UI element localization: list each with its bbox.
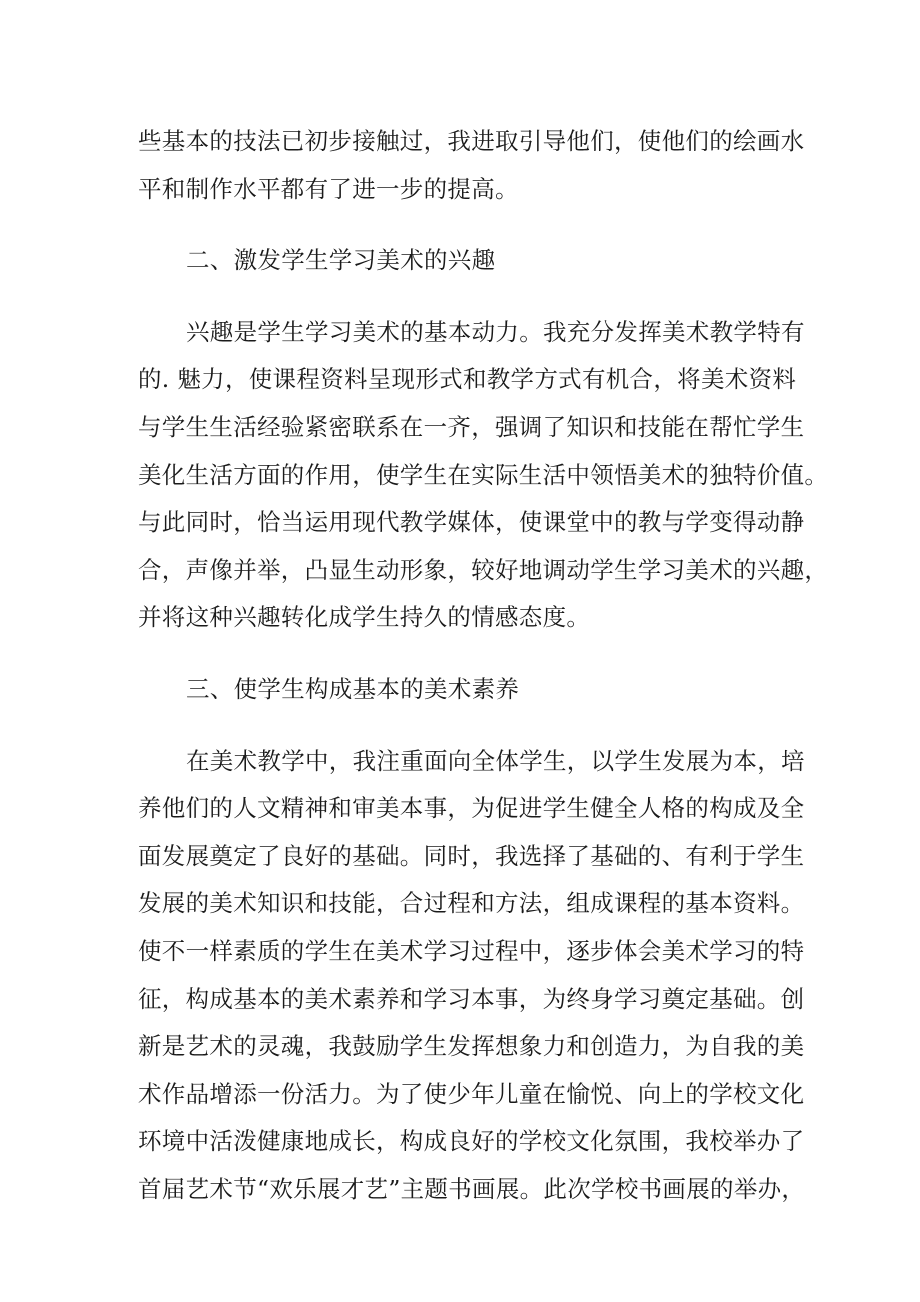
paragraph-gap (138, 642, 798, 666)
text-line: 美化生活方面的作用，使学生在实际生活中领悟美术的独特价值。 (138, 460, 829, 489)
text-line: 使不一样素质的学生在美术学习过程中，逐步体会美术学习的特 (138, 936, 805, 965)
paragraph-literacy (138, 738, 806, 1214)
section-heading-2 (138, 237, 798, 285)
text-line: 的. 魅力，使课程资料呈现形式和教学方式有机合，将美术资料 (138, 365, 797, 394)
text-line: 新是艺术的灵魂，我鼓励学生发挥想象力和创造力，为自我的美 (138, 1032, 805, 1061)
heading-line: 三、使学生构成基本的美术素养 (186, 674, 520, 703)
paragraph-gap (138, 285, 798, 309)
text-line: 养他们的人文精神和审美本事，为促进学生健全人格的构成及全 (138, 794, 805, 823)
document-body (138, 118, 829, 1213)
text-line: 面发展奠定了良好的基础。同时，我选择了基础的、有利于学生 (138, 841, 805, 870)
text-line: 并将这种兴趣转化成学生持久的情感态度。 (138, 603, 591, 632)
text-line: 发展的美术知识和技能，合过程和方法，组成课程的基本资料。 (138, 889, 805, 918)
text-line: 首届艺术节“欢乐展才艺”主题书画展。此次学校书画展的举办， (138, 1174, 806, 1203)
text-line: 征，构成基本的美术素养和学习本事，为终身学习奠定基础。创 (138, 984, 805, 1013)
text-line: 术作品增添一份活力。为了使少年儿童在愉悦、向上的学校文化 (138, 1079, 805, 1108)
paragraph-interest (138, 309, 829, 642)
heading-line: 二、激发学生学习美术的兴趣 (186, 246, 496, 275)
text-line: 在美术教学中，我注重面向全体学生，以学生发展为本，培 (186, 746, 805, 775)
text-line: 些基本的技法已初步接触过，我进取引导他们，使他们的绘画水 (138, 127, 805, 155)
text-line: 合，声像并举，凸显生动形象，较好地调动学生学习美术的兴趣， (138, 555, 829, 584)
text-line: 兴趣是学生学习美术的基本动力。我充分发挥美术教学特有 (186, 317, 805, 346)
text-line: 与此同时，恰当运用现代教学媒体，使课堂中的教与学变得动静 (138, 508, 805, 537)
text-line: 与学生生活经验紧密联系在一齐，强调了知识和技能在帮忙学生 (138, 412, 805, 441)
paragraph-gap (138, 213, 798, 237)
section-heading-3 (138, 666, 798, 714)
paragraph-gap (138, 714, 798, 738)
paragraph-continued (138, 118, 805, 213)
text-line: 平和制作水平都有了进一步的提高。 (138, 174, 519, 203)
text-line: 环境中活泼健康地成长，构成良好的学校文化氛围，我校举办了 (138, 1127, 805, 1156)
